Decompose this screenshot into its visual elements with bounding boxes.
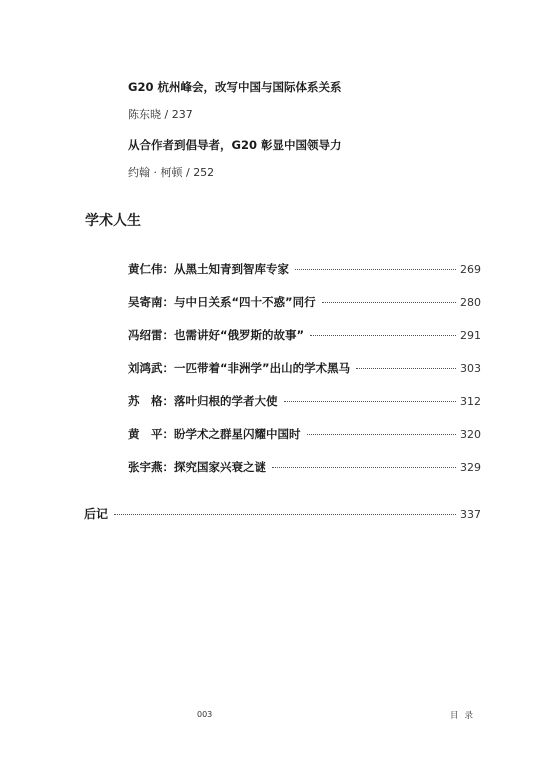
toc-entry[interactable]	[128, 460, 481, 475]
entry-author: 苏 格：	[128, 394, 174, 408]
afterword-page-number: 337	[460, 508, 481, 521]
entry-author: 黄 平：	[128, 427, 174, 441]
dot-leader	[295, 269, 456, 270]
entry-page-number: 291	[460, 329, 481, 342]
dot-leader	[307, 434, 457, 435]
toc-entry[interactable]	[128, 262, 481, 277]
entry-author: 吴寄南：	[128, 295, 174, 309]
entry-page-number: 280	[460, 296, 481, 309]
afterword-title: 后记	[84, 507, 109, 521]
entry-page-number: 269	[460, 263, 481, 276]
entry-title: 一匹带着“非洲学”出山的学术黑马	[174, 361, 351, 375]
toc-entry[interactable]	[128, 394, 481, 409]
article-entry	[128, 80, 341, 121]
entry-page-number: 320	[460, 428, 481, 441]
dot-leader	[310, 335, 456, 336]
entry-page-number: 329	[460, 461, 481, 474]
toc-entry[interactable]	[128, 361, 481, 376]
entry-title: 从黑土知青到智库专家	[174, 262, 289, 276]
toc-afterword[interactable]	[84, 507, 481, 522]
toc-entry[interactable]	[128, 295, 481, 310]
dot-leader	[322, 302, 456, 303]
dot-leader	[284, 401, 457, 402]
entry-title: 也需讲好“俄罗斯的故事”	[174, 328, 305, 342]
footer-page-number: 003	[197, 710, 213, 719]
article-title: G20 杭州峰会，改写中国与国际体系关系	[128, 80, 342, 94]
toc-entry[interactable]	[128, 427, 481, 442]
article-byline: 约翰 · 柯顿 / 252	[128, 166, 215, 179]
entry-title: 落叶归根的学者大使	[174, 394, 278, 408]
dot-leader	[114, 514, 456, 515]
article-entry	[128, 138, 341, 179]
dot-leader	[272, 467, 456, 468]
entry-page-number: 303	[460, 362, 481, 375]
toc-entry[interactable]	[128, 328, 481, 343]
entry-author: 冯绍雷：	[128, 328, 174, 342]
entry-title: 与中日关系“四十不惑”同行	[174, 295, 316, 309]
entry-author: 刘鸿武：	[128, 361, 174, 375]
entry-page-number: 312	[460, 395, 481, 408]
section-heading: 学术人生	[85, 213, 141, 229]
entry-title: 探究国家兴衰之谜	[174, 460, 266, 474]
entry-title: 盼学术之群星闪耀中国时	[174, 427, 301, 441]
entry-author: 张宇燕：	[128, 460, 174, 474]
article-title: 从合作者到倡导者，G20 彰显中国领导力	[128, 138, 342, 152]
dot-leader	[356, 368, 456, 369]
footer-running-label: 目录	[450, 711, 480, 721]
article-byline: 陈东晓 / 237	[128, 108, 193, 121]
entry-author: 黄仁伟：	[128, 262, 174, 276]
